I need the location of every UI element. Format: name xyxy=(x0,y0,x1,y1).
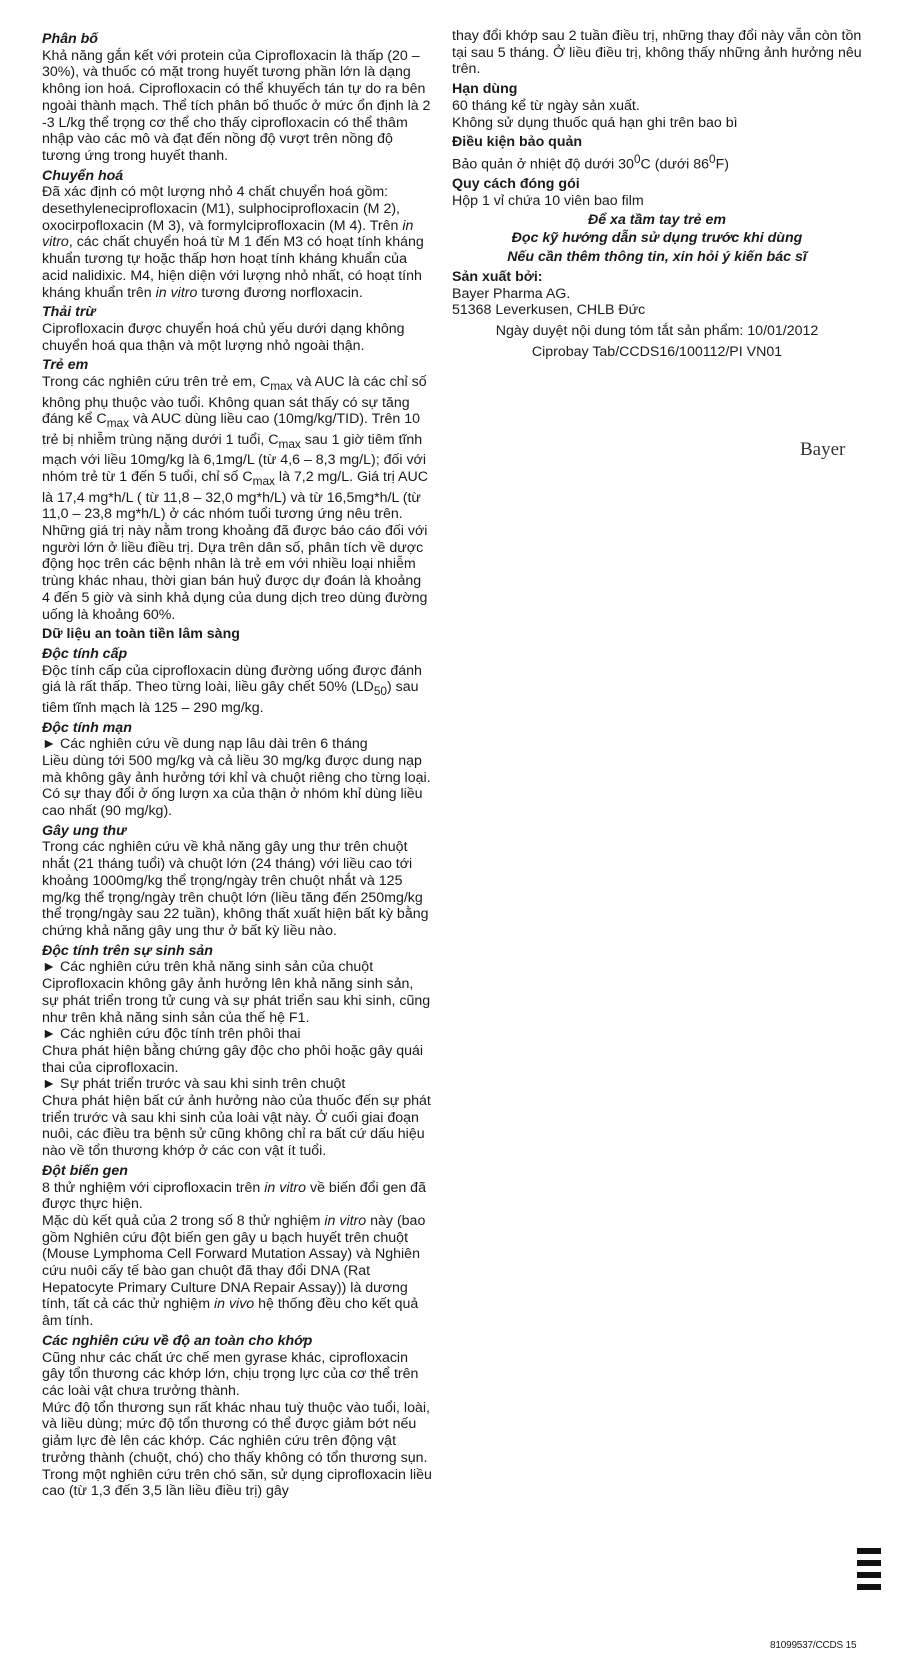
manufacturer-heading: Sản xuất bởi: xyxy=(452,268,543,285)
reference-code: Ciprobay Tab/CCDS16/100112/PI VN01 xyxy=(531,343,783,360)
khop-heading: Các nghiên cứu về độ an toàn cho khớp xyxy=(42,1332,313,1349)
warning-ask-doctor: Nếu cần thêm thông tin, xin hỏi ý kiến bác sĩ xyxy=(507,249,807,266)
barcode-marks-icon xyxy=(857,1548,881,1596)
dot-bien-text-1: 8 thử nghiệm với ciprofloxacin trên in vitro về biến đổi gen đã được thực hiện. xyxy=(42,1179,426,1213)
right-column xyxy=(452,28,862,360)
han-dung-text-2: Không sử dụng thuốc quá hạn ghi trên bao bì xyxy=(452,114,738,131)
han-dung-heading: Hạn dùng xyxy=(452,81,518,98)
manufacturer-name: Bayer Pharma AG. xyxy=(452,285,571,302)
han-dung-text-1: 60 tháng kể từ ngày sản xuất. xyxy=(452,97,640,114)
continuation-text: thay đổi khớp sau 2 tuần điều trị, những thay đổi này vẫn còn tồn tại sau 5 tháng. Ở liều điều trị, không thấy những ảnh hưởng nêu trên. xyxy=(452,28,862,78)
tre-em-heading: Trẻ em xyxy=(42,357,89,374)
warning-read-instructions: Đọc kỹ hướng dẫn sử dụng trước khi dùng xyxy=(511,230,803,247)
chuyen-hoa-heading: Chuyển hoá xyxy=(42,167,124,184)
du-lieu-heading: Dữ liệu an toàn tiền lâm sàng xyxy=(42,626,240,643)
thai-tru-text: Ciprofloxacin được chuyển hoá chủ yếu dưới dạng không chuyển hoá qua thận và một lượng nhỏ ngoài thận. xyxy=(42,320,405,354)
approval-date: Ngày duyệt nội dung tóm tắt sản phẩm: 10/01/2012 xyxy=(495,322,819,339)
bao-quan-heading: Điều kiện bảo quản xyxy=(452,134,583,151)
doc-tinh-man-text: Liều dùng tới 500 mg/kg và cả liều 30 mg/kg được dung nạp mà không gây ảnh hưởng tới khỉ và chuột riêng cho từng loại. Có sự thay đổi ở ống lượn xa của thận ở nhóm khỉ dùng liều cao nhất (90 mg/kg). xyxy=(42,752,431,820)
footer-code: 81099537/CCDS 15 xyxy=(770,1640,857,1651)
sinh-san-bullet-3: ► Sự phát triển trước và sau khi sinh trên chuột xyxy=(42,1076,346,1093)
doc-tinh-cap-heading: Độc tính cấp xyxy=(42,645,128,662)
gay-ung-thu-heading: Gây ung thư xyxy=(42,822,127,839)
manufacturer-address: 51368 Leverkusen, CHLB Đức xyxy=(452,302,646,319)
left-column xyxy=(42,28,432,1500)
sinh-san-text-1: Ciprofloxacin không gây ảnh hưởng lên khả năng sinh sản, sự phát triển trong tử cung và sự phát triển sau khi sinh, cũng như trên khả năng sinh sản của thế hệ F1. xyxy=(42,976,431,1026)
doc-tinh-man-heading: Độc tính mạn xyxy=(42,719,132,736)
warning-children: Để xa tầm tay trẻ em xyxy=(587,211,726,228)
bao-quan-text: Bảo quản ở nhiệt độ dưới $30^0C$ (dưới $86^0F$) xyxy=(452,151,730,173)
khop-text-2: Mức độ tổn thương sụn rất khác nhau tuỳ thuộc vào tuổi, loài, và liều dùng; mức độ tổn thương có thể được giảm bớt nếu giảm lực đè lên các khớp. Các nghiên cứu trên động vật trưởng thành (chuột, chó) cho thấy không có tổn thương sụn. Trong một nghiên cứu trên chó săn, sử dụng ciprofloxacin liều cao (từ 1,3 đến 3,5 lần liều điều trị) gây xyxy=(42,1399,432,1500)
doc-tinh-cap-text: Độc tính cấp của ciprofloxacin dùng đường uống được đánh giá là rất thấp. Theo từng loài, liều gây chết 50% $(LD_{50})$ sau tiêm tĩnh mạch là 125 – 290 mg/kg. xyxy=(42,662,422,716)
gay-ung-thu-text: Trong các nghiên cứu về khả năng gây ung thư trên chuột nhắt (21 tháng tuổi) và chuột lớn (24 tháng) với liều cao tới khoảng 1000mg/kg thể trọng/ngày trên chuột nhắt và 125 mg/kg thể trọng/ngày trên chuột lớn (liều tăng đến 250mg/kg thể trọng/ngày sau 22 tuần), không thất xuất hiện bất kỳ bằng chứng khả năng gây ung thư ở bất kỳ liều nào. xyxy=(42,839,429,939)
sinh-san-text-2: Chưa phát hiện bằng chứng gây độc cho phôi hoặc gây quái thai của ciprofloxacin. xyxy=(42,1042,424,1076)
thai-tru-heading: Thải trừ xyxy=(42,304,96,321)
dot-bien-heading: Đột biến gen xyxy=(42,1162,128,1179)
phan-bo-heading: Phân bố xyxy=(42,31,98,47)
sinh-san-bullet-1: ► Các nghiên cứu trên khả năng sinh sản của chuột xyxy=(42,959,374,976)
sinh-san-heading: Độc tính trên sự sinh sản xyxy=(42,942,213,959)
doc-tinh-man-bullet: ► Các nghiên cứu về dung nạp lâu dài trên 6 tháng xyxy=(42,736,368,753)
phan-bo-text: Khả năng gắn kết với protein của Ciprofloxacin là thấp (20 – 30%), và thuốc có mặt trong huyết tương phần lớn là dạng không ion hoá. Ciprofloxacin có thể khuyếch tán tự do ra bên ngoài thành mạch. Thể tích phân bố thuốc ở mức ổn định là 2 -3 L/kg thể trọng cơ thể cho thấy ciprofloxacin có thể thâm nhập vào các mô và đạt đến nồng độ vượt trên nồng độ tương ứng trong huyết thanh. xyxy=(42,47,431,164)
sinh-san-bullet-2: ► Các nghiên cứu độc tính trên phôi thai xyxy=(42,1026,301,1043)
sinh-san-text-3: Chưa phát hiện bất cứ ảnh hưởng nào của thuốc đến sự phát triển trước và sau khi sinh của loài vật này. Ở cuối giai đoạn nuôi, các điều tra bệnh sử cũng không chỉ ra bất cứ dấu hiệu nào về tổn thương khớp ở các con vật ít tuổi. xyxy=(42,1093,431,1160)
khop-text-1: Cũng như các chất ức chế men gyrase khác, ciprofloxacin gây tổn thương các khớp lớn, chịu trọng lực của cơ thể trên các loài vật chưa trưởng thành. xyxy=(42,1349,419,1399)
chuyen-hoa-text: Đã xác định có một lượng nhỏ 4 chất chuyển hoá gồm: desethyleneciprofloxacin (M1), sulphociprofloxacin (M 2), oxocirpofloxacin (M 3), và formylciprofloxacin (M 4). Trên in vitro, các chất chuyển hoá từ M 1 đến M3 có hoạt tính kháng khuẩn tương tự hoặc thấp hơn hoạt tính kháng khuẩn của acid nalidixic. M4, hiện diện với lượng nhỏ nhất, có hoạt tính kháng khuẩn trên in vitro tương đương norfloxacin. xyxy=(42,184,424,301)
quy-cach-text: Hộp 1 vỉ chứa 10 viên bao film xyxy=(452,193,644,210)
dot-bien-text-2: Mặc dù kết quả của 2 trong số 8 thử nghiệm in vitro này (bao gồm Nghiên cứu đột biến gen gây u bạch huyết trên chuột (Mouse Lymphoma Cell Forward Mutation Assay) và Nghiên cứu nuôi cấy tế bào gan chuột đã thay đổi DNA (Rat Hepatocyte Primary Culture DNA Repair Assay)) là dương tính, tất cả các thử nghiệm in vivo hệ thống đều cho kết quả âm tính. xyxy=(42,1212,426,1330)
tre-em-text: Trong các nghiên cứu trên trẻ em, $C_{max}$ và AUC là các chỉ số không phụ thuộc vào tuổi. Không quan sát thấy có sự tăng đáng kể $C_{max}$ và AUC dùng liều cao (10mg/kg/TID). Trên 10 trẻ bị nhiễm trùng nặng dưới 1 tuổi, $C_{max}$ sau 1 giờ tiêm tĩnh mạch với liều 10mg/kg là 6,1mg/L (từ 4,6 – 8,3 mg/L); đối với nhóm trẻ từ 1 đến 5 tuổi, chỉ số $C_{max}$ là 7,2 mg/L. Giá trị AUC là 17,4 mg*h/L ( từ 11,8 – 32,0 mg*h/L) và từ 16,5mg*h/L (từ 11,0 – 23,8 mg*h/L) ở các nhóm tuổi tương ứng nêu trên. Những giá trị này nằm trong khoảng đã được báo cáo đối với người lớn ở liều điều trị. Dựa trên dân số, phân tích về dược động học trên các bệnh nhân là trẻ em với nhiều loại nhiễm trùng khác nhau, thời gian bán huỷ được dự đoán là khoảng 4 đến 5 giờ và sinh khả dụng của dung dịch treo dùng đường uống là khoảng 60%. xyxy=(42,374,428,623)
quy-cach-heading: Quy cách đóng gói xyxy=(452,176,580,193)
bayer-logo: Bayer xyxy=(800,439,846,460)
